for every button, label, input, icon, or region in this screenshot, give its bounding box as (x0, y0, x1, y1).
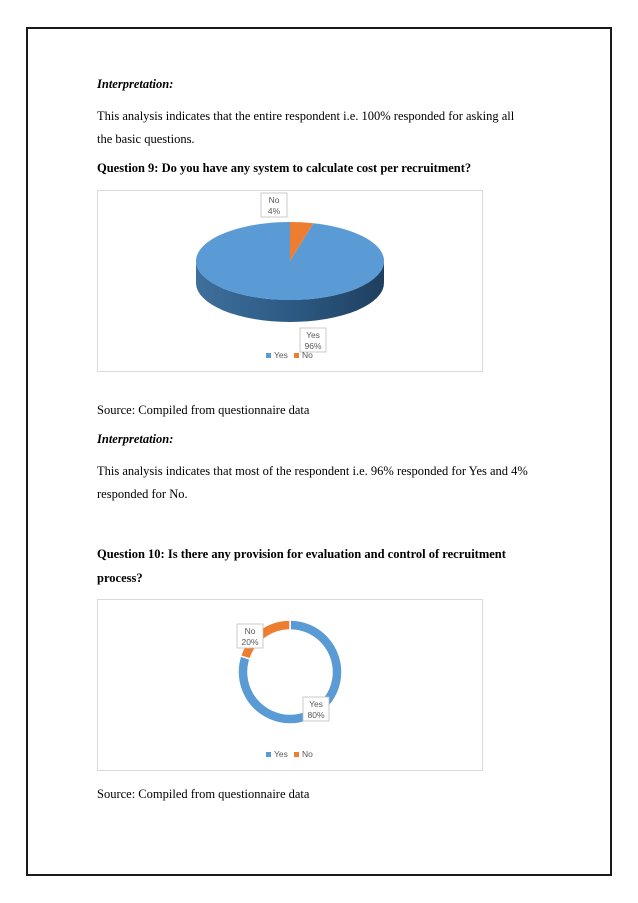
data-label-name-yes: Yes (306, 330, 320, 340)
data-label-value-no: 20% (241, 637, 259, 647)
interpretation-text-1-line-2: the basic questions. (97, 132, 195, 146)
data-label-value-no: 4% (267, 206, 281, 216)
legend-label-yes: Yes (274, 749, 288, 759)
legend-label-yes: Yes (274, 350, 288, 360)
legend-swatch-no (294, 353, 299, 358)
data-label-name-no: No (268, 195, 280, 205)
data-label-name-no: No (244, 626, 256, 636)
question-9-heading: Question 9: Do you have any system to calculate cost per recruitment? (97, 161, 472, 175)
pie-chart-question-9 (98, 191, 482, 371)
legend-swatch-no (294, 752, 299, 757)
interpretation-text-2-line-2: responded for No. (97, 487, 188, 501)
interpretation-text-1-line-1: This analysis indicates that the entire respondent i.e. 100% responded for asking all (97, 109, 515, 123)
source-note-1: Source: Compiled from questionnaire data (97, 403, 310, 417)
question-10-heading-line-2: process? (97, 571, 143, 585)
chart-legend (266, 749, 313, 759)
data-label-no (237, 624, 263, 648)
doughnut-chart-question-10 (98, 600, 482, 770)
chart-question-9 (97, 190, 483, 372)
data-label-value-yes: 80% (307, 710, 325, 720)
chart-question-10 (97, 599, 483, 771)
data-label-value-yes: 96% (304, 341, 322, 351)
source-note-2: Source: Compiled from questionnaire data (97, 787, 310, 801)
data-label-yes (303, 697, 329, 721)
legend-label-no: No (302, 350, 313, 360)
question-10-heading-line-1: Question 10: Is there any provision for evaluation and control of recruitment (97, 547, 506, 561)
chart-legend (266, 350, 313, 360)
data-label-name-yes: Yes (309, 699, 323, 709)
legend-swatch-yes (266, 353, 271, 358)
interpretation-heading-2: Interpretation: (97, 432, 174, 446)
data-label-no (261, 193, 287, 217)
legend-swatch-yes (266, 752, 271, 757)
data-label-yes (300, 328, 326, 352)
interpretation-heading-1: Interpretation: (97, 77, 174, 91)
legend-label-no: No (302, 749, 313, 759)
interpretation-text-2-line-1: This analysis indicates that most of the respondent i.e. 96% responded for Yes and 4% (97, 464, 528, 478)
